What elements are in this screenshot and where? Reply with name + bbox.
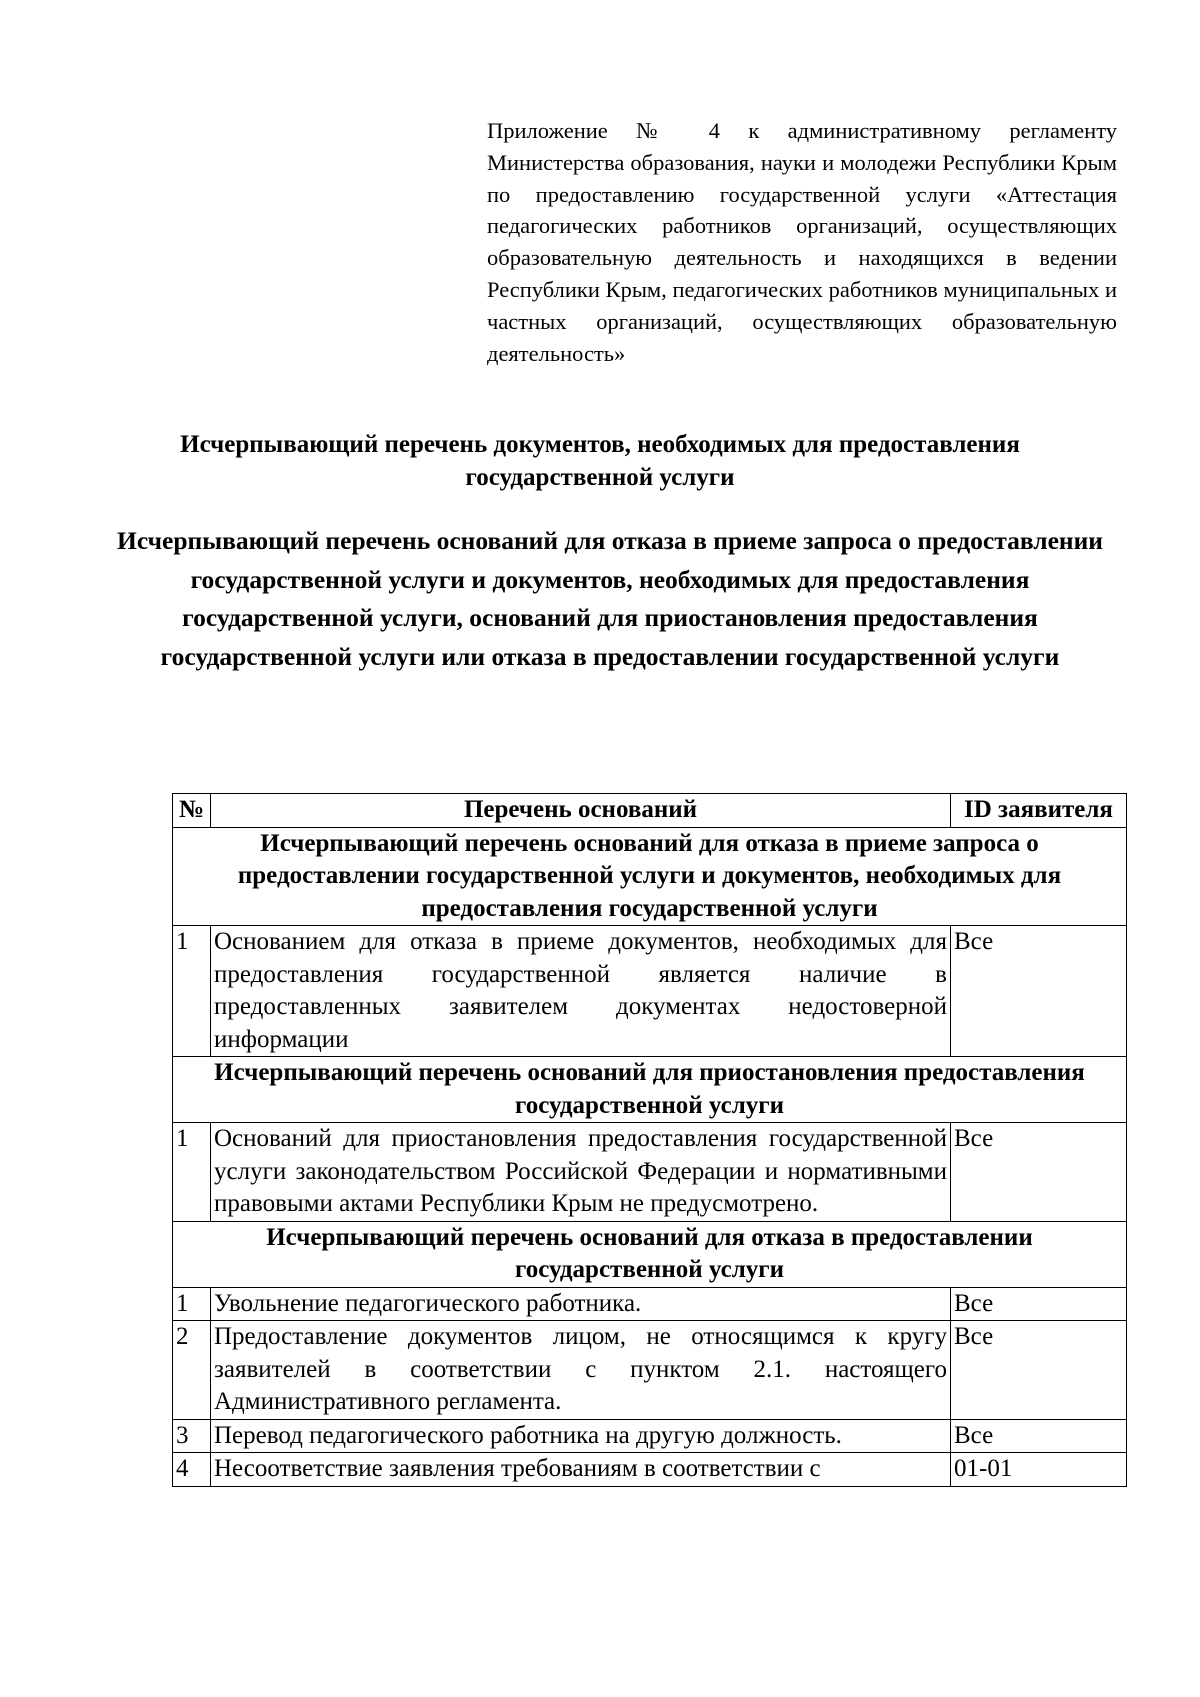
row-number: 2 [173, 1321, 211, 1420]
section-title-refusal-service: Исчерпывающий перечень оснований для отказа в предоставлении государственной услуги [173, 1221, 1127, 1287]
table-row [173, 1419, 1127, 1453]
row-text: Несоответствие заявления требованиям в соответствии с [211, 1453, 951, 1487]
row-applicant-id: Все [951, 1287, 1127, 1321]
table-row [173, 1321, 1127, 1420]
table-row [173, 1287, 1127, 1321]
section-title-refusal-acceptance: Исчерпывающий перечень оснований для отказа в приеме запроса о предоставлении государственной услуги и документов, необходимых для предоставления государственной услуги [173, 827, 1127, 926]
appendix-note: Приложение № 4 к административному регламенту Министерства образования, науки и молодежи Республики Крым по предоставлению государственной услуги «Аттестация педагогических работников организаций, осуществляющих образовательную деятельность и находящихся в ведении Республики Крым, педагогических работников муниципальных и частных организаций, осуществляющих образовательную деятельность» [487, 118, 1117, 366]
row-text: Перевод педагогического работника на другую должность. [211, 1419, 951, 1453]
grounds-table [172, 793, 1127, 1487]
row-applicant-id: 01-01 [951, 1453, 1127, 1487]
row-number: 1 [173, 1123, 211, 1222]
row-applicant-id: Все [951, 926, 1127, 1057]
section-row [173, 1221, 1127, 1287]
table-row [173, 926, 1127, 1057]
header-applicant-id: ID заявителя [951, 794, 1127, 828]
header-number: № [173, 794, 211, 828]
row-number: 1 [173, 926, 211, 1057]
row-number: 4 [173, 1453, 211, 1487]
table-row [173, 1123, 1127, 1222]
row-text: Предоставление документов лицом, не относящимся к кругу заявителей в соответствии с пунктом 2.1. настоящего Административного регламента. [211, 1321, 951, 1420]
row-applicant-id: Все [951, 1419, 1127, 1453]
row-number: 1 [173, 1287, 211, 1321]
documents-list-heading: Исчерпывающий перечень документов, необходимых для предоставления государственной услуги [180, 431, 1020, 491]
header-grounds: Перечень оснований [211, 794, 951, 828]
row-number: 3 [173, 1419, 211, 1453]
table-row [173, 1453, 1127, 1487]
row-text: Основанием для отказа в приеме документов, необходимых для предоставления государственной является наличие в предоставленных заявителем документах недостоверной информации [211, 926, 951, 1057]
grounds-list-heading: Исчерпывающий перечень оснований для отказа в приеме запроса о предоставлении государственной услуги и документов, необходимых для предоставления государственной услуги, оснований для приостановления предоставления государственной услуги или отказа в предоставлении государственной услуги [117, 526, 1103, 671]
row-applicant-id: Все [951, 1321, 1127, 1420]
section-title-suspension: Исчерпывающий перечень оснований для приостановления предоставления государственной услуги [173, 1057, 1127, 1123]
row-text: Увольнение педагогического работника. [211, 1287, 951, 1321]
row-text: Оснований для приостановления предоставления государственной услуги законодательством Российской Федерации и нормативными правовыми актами Республики Крым не предусмотрено. [211, 1123, 951, 1222]
row-applicant-id: Все [951, 1123, 1127, 1222]
section-row [173, 827, 1127, 926]
section-row [173, 1057, 1127, 1123]
table-header-row [173, 794, 1127, 828]
